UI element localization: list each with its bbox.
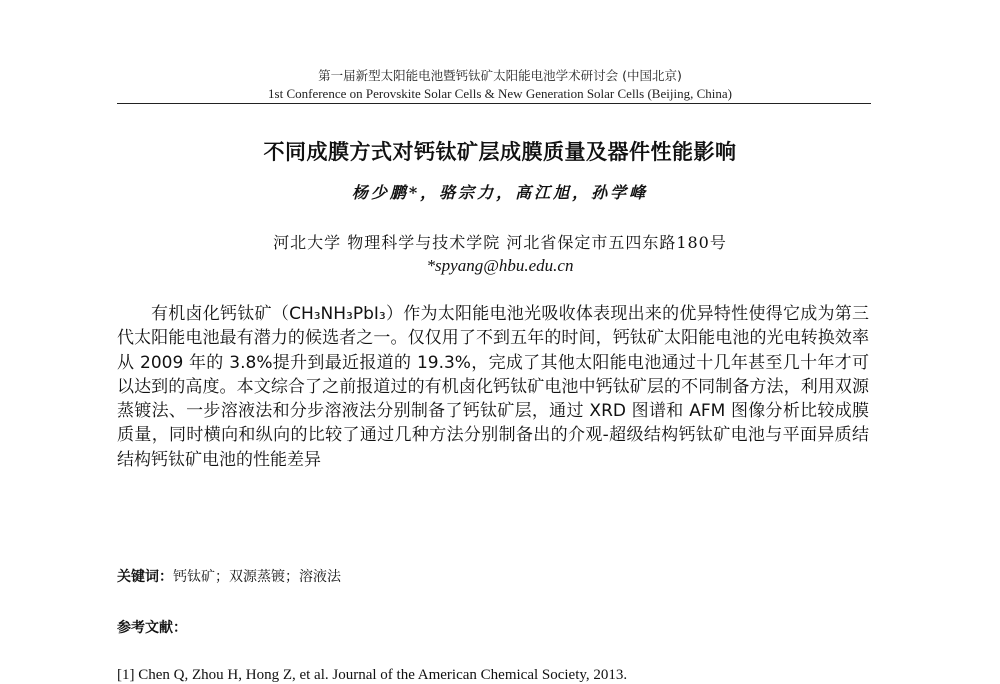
conference-title-en: 1st Conference on Perovskite Solar Cells & New Generation Solar Cells (Beijing, China) <box>268 86 732 101</box>
contact-email: *spyang@hbu.edu.cn <box>426 256 574 275</box>
conference-title-cn: 第一届新型太阳能电池暨钙钛矿太阳能电池学术研讨会 (中国北京) <box>318 68 682 83</box>
author-list: 杨少鹏*，骆宗力，高江旭，孙学峰 <box>351 183 649 202</box>
keywords-line <box>117 566 869 586</box>
affiliation: 河北大学 物理科学与技术学院 河北省保定市五四东路180号 <box>273 233 727 252</box>
paper-title: 不同成膜方式对钙钛矿层成膜质量及器件性能影响 <box>263 140 737 164</box>
keywords-values: 钙钛矿；双源蒸镀；溶液法 <box>173 569 341 585</box>
header-divider <box>117 103 871 104</box>
references-heading: 参考文献： <box>117 620 187 636</box>
abstract-body: 有机卤化钙钛矿（CH₃NH₃PbI₃）作为太阳能电池光吸收体表现出来的优异特性使得它成为第三代太阳能电池最有潜力的候选者之一。仅仅用了不到五年的时间，钙钛矿太阳能电池的光电转换效率从 2009 年的 3.8%提升到最近报道的 19.3%，完成了其他太阳能电池通过十几年甚至几十年才可以达到的高度。本文综合了之前报道过的有机卤化钙钛矿电池中钙钛矿层的不同制备方法，利用双源蒸镀法、一步溶液法和分步溶液法分别制备了钙钛矿层，通过 XRD 图谱和 AFM 图像分析比较成膜质量，同时横向和纵向的比较了通过几种方法分别制备出的介观-超级结构钙钛矿电池与平面异质结结构钙钛矿电池的性能差异 <box>117 304 869 470</box>
keywords-label: 关键词： <box>117 569 173 585</box>
reference-item: [1] Chen Q, Zhou H, Hong Z, et al. Journal of the American Chemical Society, 2013. <box>117 667 628 683</box>
